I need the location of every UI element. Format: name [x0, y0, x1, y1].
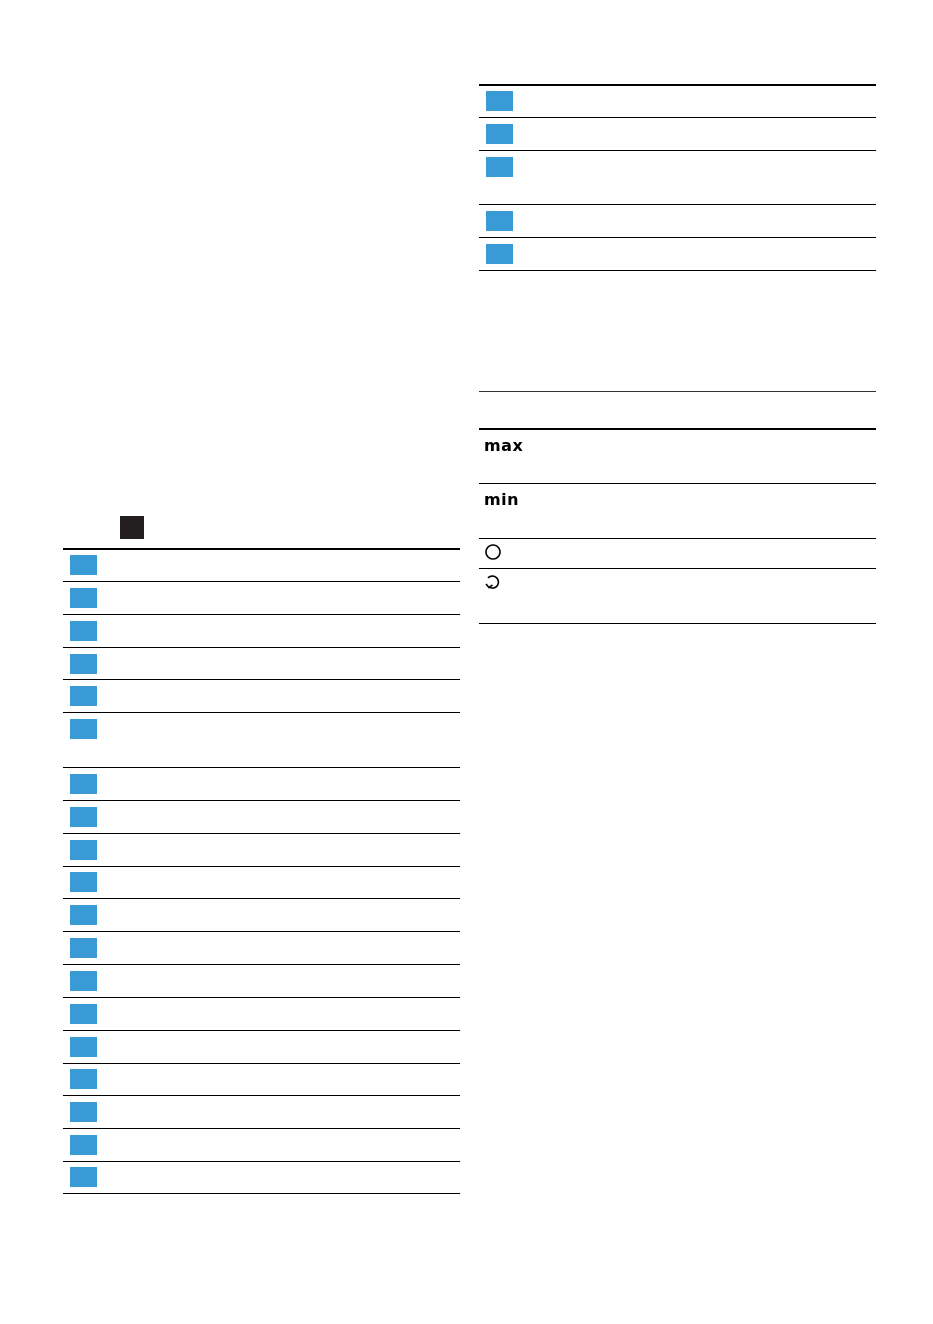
table-rule [63, 1128, 460, 1129]
table-rule [63, 614, 460, 615]
blue-number-badge [486, 244, 513, 264]
table-rule [63, 548, 460, 550]
blue-number-badge [70, 872, 97, 892]
table-rule [63, 866, 460, 867]
table-rule [479, 568, 876, 569]
blue-number-badge [70, 588, 97, 608]
table-rule [63, 898, 460, 899]
table-rule [479, 117, 876, 118]
blue-number-badge [70, 905, 97, 925]
blue-number-badge [70, 621, 97, 641]
table-rule [63, 767, 460, 768]
table-rule [479, 428, 876, 430]
blue-number-badge [486, 124, 513, 144]
blue-number-badge [70, 971, 97, 991]
table-rule [63, 679, 460, 680]
blue-number-badge [70, 840, 97, 860]
blue-number-badge [70, 555, 97, 575]
blue-number-badge [70, 807, 97, 827]
table-rule [63, 712, 460, 713]
table-rule [63, 1095, 460, 1096]
blue-number-badge [70, 1167, 97, 1187]
table-rule [479, 538, 876, 539]
table-rule [63, 931, 460, 932]
blue-number-badge [70, 1135, 97, 1155]
blue-number-badge [486, 157, 513, 177]
table-rule [63, 800, 460, 801]
table-rule [63, 964, 460, 965]
table-rule [479, 623, 876, 624]
blue-number-badge [70, 654, 97, 674]
blue-number-badge [70, 719, 97, 739]
table-rule [479, 204, 876, 205]
table-rule [479, 483, 876, 484]
blue-number-badge [486, 211, 513, 231]
table-rule [63, 647, 460, 648]
table-rule [63, 1161, 460, 1162]
table-rule [63, 1193, 460, 1194]
max-label: max [484, 436, 524, 455]
table-rule [479, 270, 876, 271]
blue-number-badge [70, 1004, 97, 1024]
blue-number-badge [70, 686, 97, 706]
table-rule [63, 833, 460, 834]
black-square-icon [120, 516, 144, 539]
table-rule [479, 84, 876, 86]
table-rule [479, 150, 876, 151]
table-rule [479, 237, 876, 238]
table-rule [63, 1063, 460, 1064]
table-rule [63, 1030, 460, 1031]
blue-number-badge [70, 1037, 97, 1057]
blue-number-badge [70, 938, 97, 958]
blue-number-badge [70, 1102, 97, 1122]
circle-off-icon [484, 543, 502, 561]
rotate-icon [484, 573, 502, 591]
table-rule [63, 581, 460, 582]
blue-number-badge [70, 774, 97, 794]
blue-number-badge [486, 91, 513, 111]
blue-number-badge [70, 1069, 97, 1089]
table-rule [63, 997, 460, 998]
min-label: min [484, 490, 520, 509]
table-rule [479, 391, 876, 392]
